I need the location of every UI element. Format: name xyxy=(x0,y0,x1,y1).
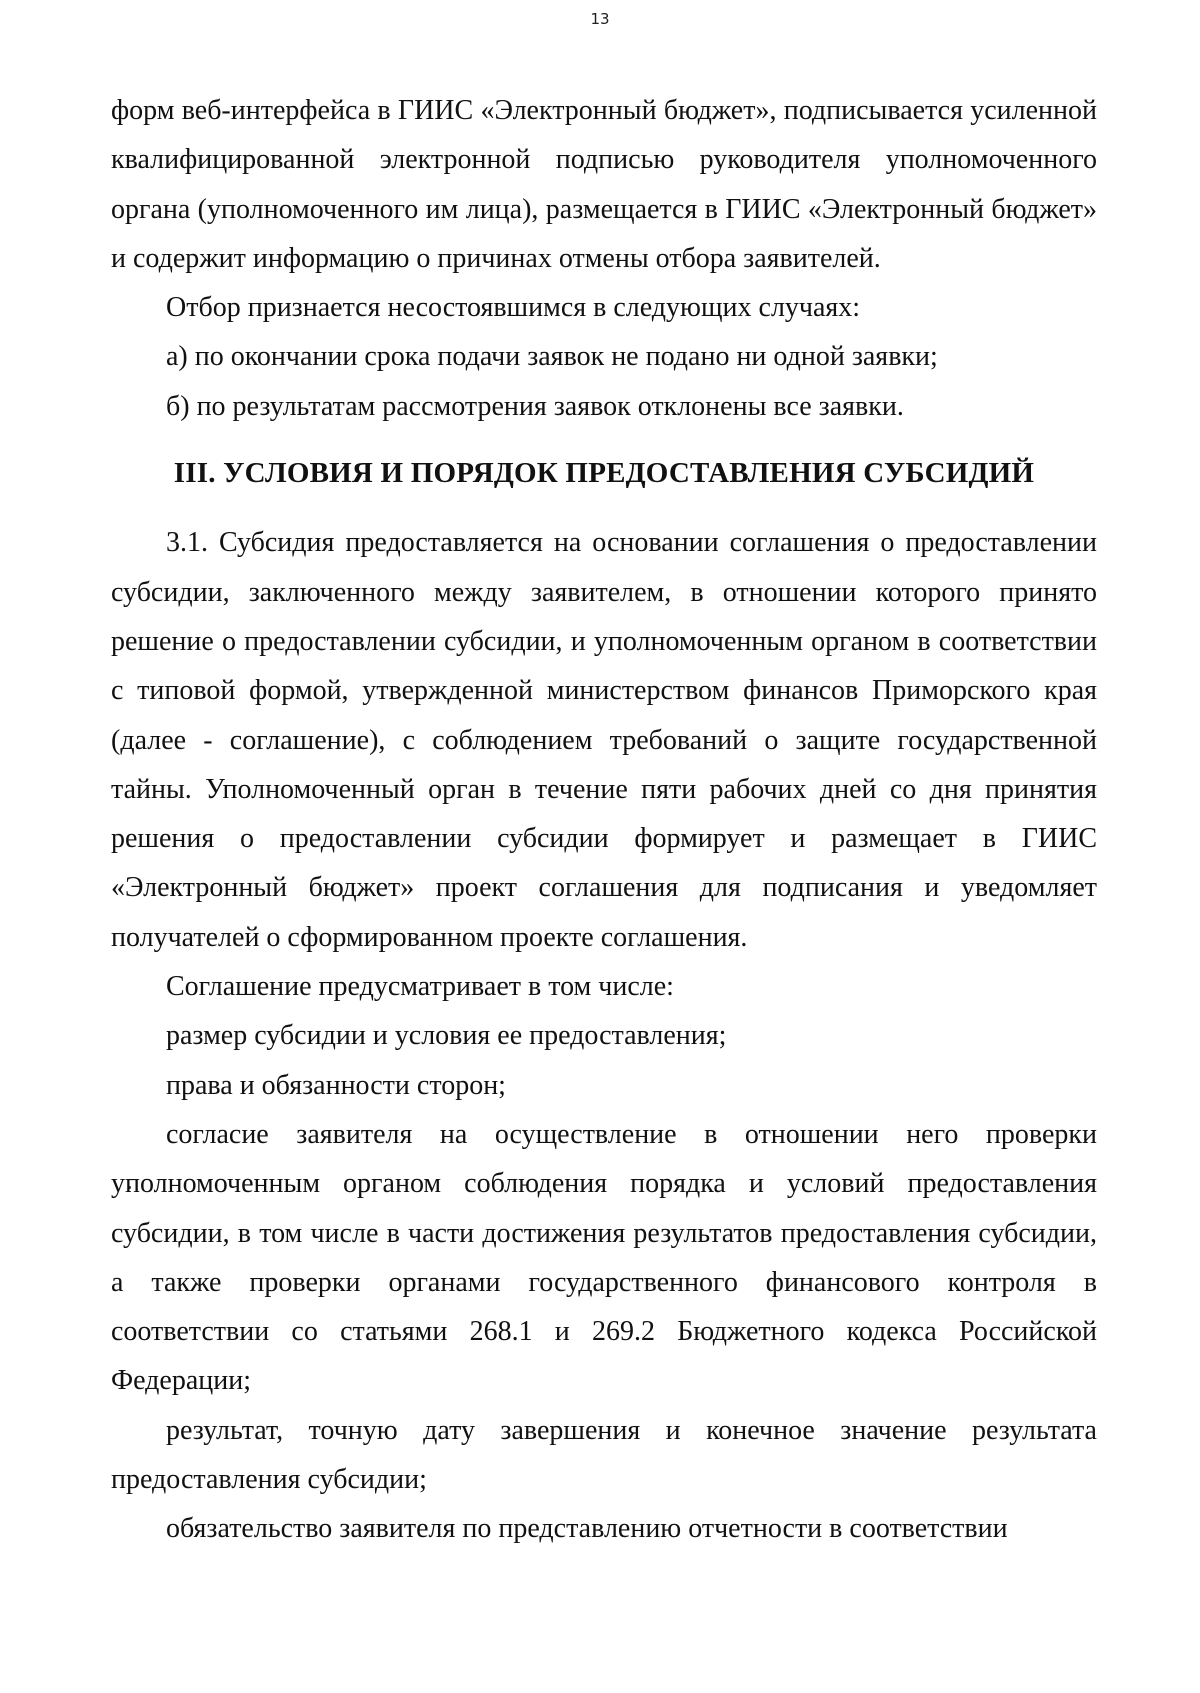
document-body xyxy=(111,86,1097,1554)
clause-3-1: 3.1. Субсидия предоставляется на основании соглашения о предоставлении субсидии, заключенного между заявителем, в отношении которого принято решение о предоставлении субсидии, и уполномоченным органом в соответствии с типовой формой, утвержденной министерством финансов Приморского края (далее - соглашение), с соблюдением требований о защите государственной тайны. Уполномоченный орган в течение пяти рабочих дней со дня принятия решения о предоставлении субсидии формирует и размещает в ГИИС «Электронный бюджет» проект соглашения для подписания и уведомляет получателей о сформированном проекте соглашения. xyxy=(111,527,1097,953)
failed-case-b: б) по результатам рассмотрения заявок отклонены все заявки. xyxy=(166,390,904,422)
agreement-item-rights: права и обязанности сторон; xyxy=(166,1069,506,1101)
agreement-item-consent: согласие заявителя на осуществление в отношении него проверки уполномоченным органом соблюдения порядка и условий предоставления субсидии, в том числе в части достижения результатов предоставления субсидии, а также проверки органами государственного финансового контроля в соответствии со статьями 268.1 и 269.2 Бюджетного кодекса Российской Федерации; xyxy=(111,1118,1097,1397)
agreement-item-result: результат, точную дату завершения и конечное значение результата предоставления субсидии; xyxy=(111,1414,1097,1496)
agreement-item-reporting: обязательство заявителя по представлению отчетности в соответствии xyxy=(166,1513,1008,1545)
page-number: 13 xyxy=(590,10,610,28)
agreement-item-size: размер субсидии и условия ее предоставления; xyxy=(166,1020,727,1052)
failed-selection-intro: Отбор признается несостоявшимся в следующих случаях: xyxy=(166,292,861,324)
section-heading: III. УСЛОВИЯ И ПОРЯДОК ПРЕДОСТАВЛЕНИЯ СУБСИДИЙ xyxy=(173,457,1035,490)
intro-paragraph: форм веб-интерфейса в ГИИС «Электронный бюджет», подписывается усиленной квалифицированной электронной подписью руководителя уполномоченного органа (уполномоченного им лица), размещается в ГИИС «Электронный бюджет» и содержит информацию о причинах отмены отбора заявителей. xyxy=(111,95,1097,274)
failed-case-a: а) по окончании срока подачи заявок не подано ни одной заявки; xyxy=(166,341,938,373)
agreement-intro: Соглашение предусматривает в том числе: xyxy=(166,971,674,1003)
